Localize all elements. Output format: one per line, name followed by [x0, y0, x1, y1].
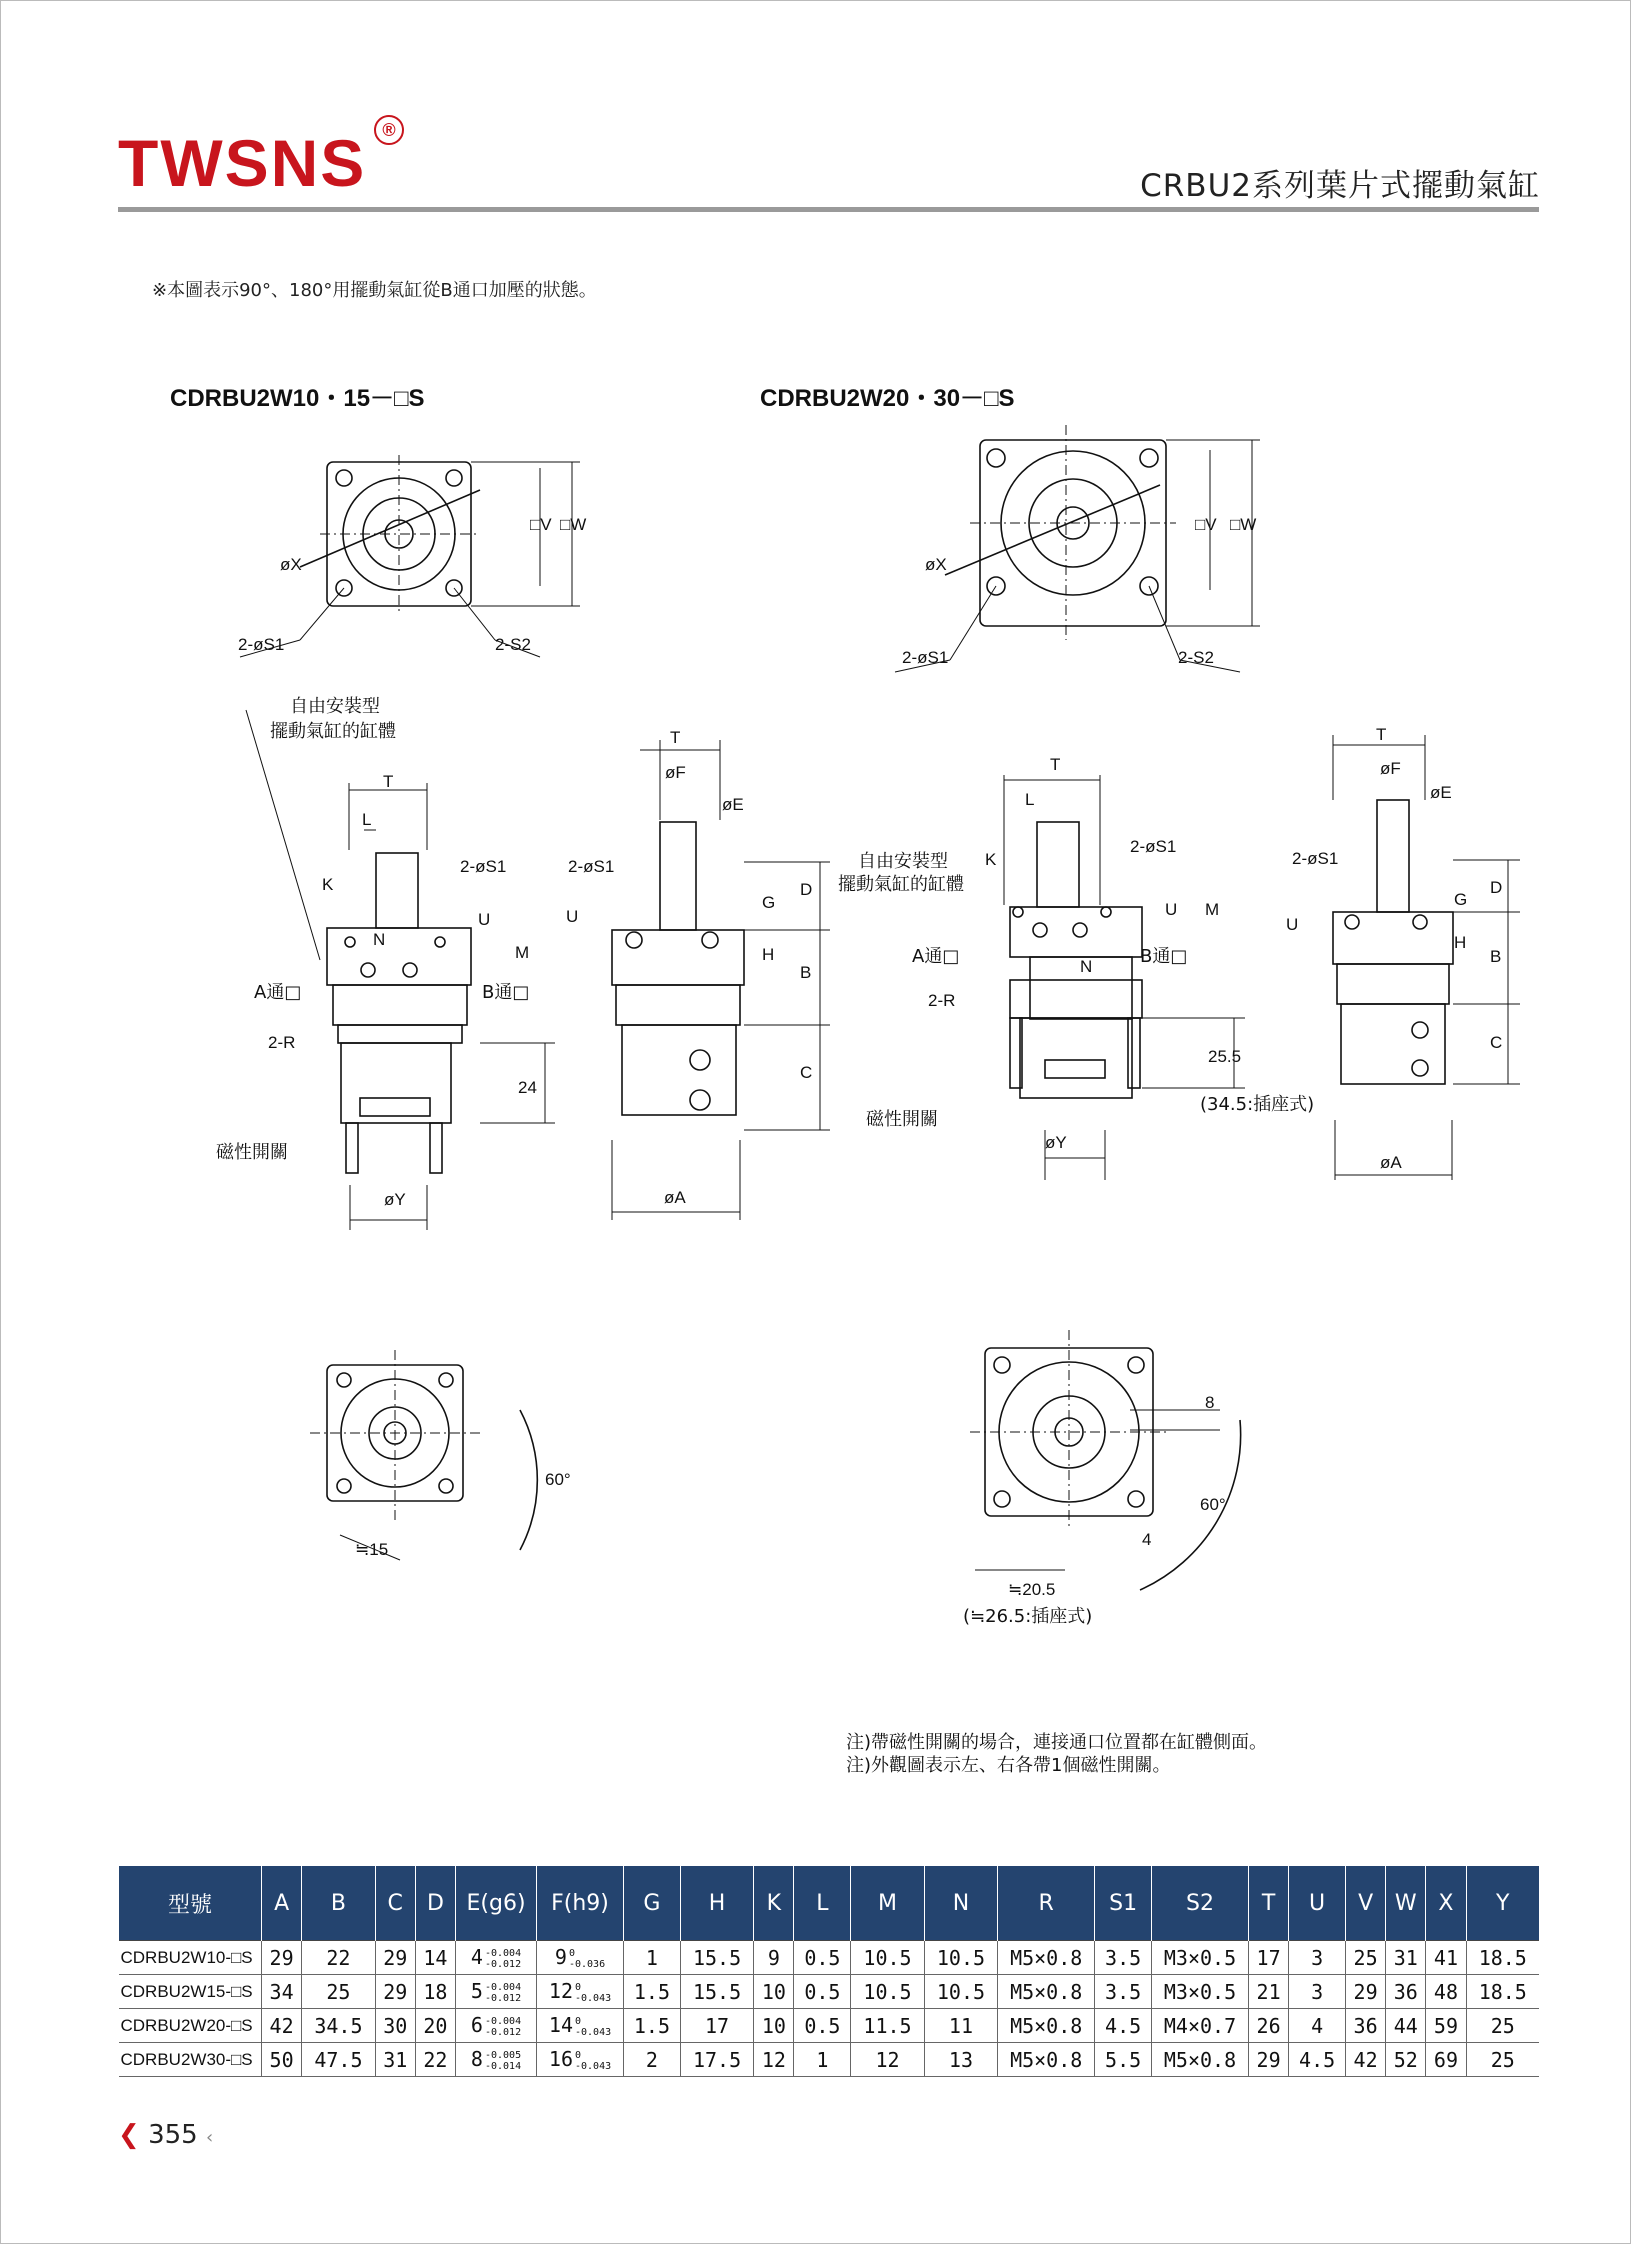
- label-u-left: U: [478, 910, 491, 929]
- model-label-right: CDRBU2W20・30－□S: [760, 385, 1015, 412]
- table-cell-b: 47.5: [302, 2043, 375, 2077]
- table-cell-v: 42: [1346, 2043, 1386, 2077]
- label-phi-x-right: øX: [925, 555, 947, 574]
- label-s2-right: 2-S2: [1178, 648, 1214, 667]
- table-cell-v: 25: [1346, 1941, 1386, 1975]
- table-cell-f: [537, 2009, 624, 2043]
- tolerance: [575, 2016, 611, 2038]
- table-cell-model: CDRBU2W10-□S: [119, 1941, 262, 1975]
- label-t-side-right: T: [1376, 725, 1387, 744]
- label-free-mount-1-left: 自由安裝型: [290, 696, 380, 717]
- tolerance-upper: 0: [575, 2049, 582, 2061]
- tolerance: [485, 1948, 521, 1970]
- label-phi-y-right: øY: [1045, 1133, 1067, 1152]
- table-cell-t: 17: [1249, 1941, 1289, 1975]
- table-cell-k: 12: [754, 2043, 794, 2077]
- table-cell-m: 11.5: [851, 2009, 924, 2043]
- tolerance: [485, 2016, 521, 2038]
- table-cell-c: 29: [375, 1941, 415, 1975]
- table-cell-w: 36: [1386, 1975, 1426, 2009]
- right-front-view: [1004, 775, 1245, 1180]
- label-n-right: N: [1080, 957, 1093, 976]
- table-cell-t: 26: [1249, 2009, 1289, 2043]
- tolerance-upper: -0.004: [484, 1947, 522, 1959]
- table-cell-s1: 5.5: [1095, 2043, 1152, 2077]
- header-cell: N: [924, 1866, 997, 1941]
- table-row: [119, 2043, 1540, 2077]
- top-note: ※本圖表示90°、180°用擺動氣缸從B通口加壓的狀態。: [152, 280, 597, 301]
- header-cell: Y: [1466, 1866, 1539, 1941]
- tolerance: [485, 1982, 521, 2004]
- header-cell: U: [1289, 1866, 1346, 1941]
- table-cell-t: 29: [1249, 2043, 1289, 2077]
- table-cell-f: [537, 2043, 624, 2077]
- label-h-right: H: [1454, 933, 1467, 952]
- label-u-side-right: U: [1286, 915, 1299, 934]
- table-cell-b: 34.5: [302, 2009, 375, 2043]
- bottom-note-2: 注)外觀圖表示左、右各帶1個磁性開關。: [846, 1755, 1171, 1776]
- label-g-right: G: [1454, 890, 1468, 909]
- table-row: [119, 1975, 1540, 2009]
- table-cell-d: 18: [415, 1975, 455, 2009]
- left-bottom-view: [310, 1350, 537, 1560]
- header-cell: W: [1386, 1866, 1426, 1941]
- label-phi-a-left: øA: [664, 1188, 686, 1207]
- right-bottom-view: [970, 1330, 1241, 1590]
- registered-mark: ®: [374, 115, 404, 145]
- table-cell-n: 11: [924, 2009, 997, 2043]
- table-cell-v: 36: [1346, 2009, 1386, 2043]
- label-c-right: C: [1490, 1033, 1503, 1052]
- tolerance: [575, 2050, 611, 2072]
- label-free-mount-2-left: 擺動氣缸的缸體: [270, 721, 396, 742]
- header-cell: R: [998, 1866, 1095, 1941]
- header-cell: B: [302, 1866, 375, 1941]
- label-w-left: □W: [560, 515, 587, 534]
- spec-table-header: [119, 1866, 1540, 1941]
- table-cell-e: [456, 2043, 537, 2077]
- value-main: 5: [470, 1979, 483, 2004]
- table-cell-r: M5×0.8: [998, 2009, 1095, 2043]
- label-34-5: (34.5:插座式): [1200, 1094, 1315, 1115]
- header-cell: 型號: [119, 1866, 262, 1941]
- tolerance-lower: -0.014: [484, 2060, 522, 2072]
- label-b-right: B: [1490, 947, 1502, 966]
- table-cell-b: 22: [302, 1941, 375, 1975]
- tolerance-upper: -0.004: [484, 2015, 522, 2027]
- tolerance-lower: -0.043: [575, 2026, 612, 2038]
- label-v-right: □V: [1195, 515, 1217, 534]
- label-26-5: (≒26.5:插座式): [963, 1606, 1093, 1627]
- label-60-left: 60°: [545, 1470, 571, 1489]
- table-cell-v: 29: [1346, 1975, 1386, 2009]
- header-cell: S1: [1095, 1866, 1152, 1941]
- table-cell-m: 10.5: [851, 1975, 924, 2009]
- label-t-right: T: [1050, 755, 1061, 774]
- table-cell-w: 44: [1386, 2009, 1426, 2043]
- table-cell-s2: M3×0.5: [1152, 1975, 1249, 2009]
- tolerance-lower: -0.036: [568, 1958, 606, 1970]
- label-25-5: 25.5: [1208, 1047, 1242, 1066]
- table-cell-n: 10.5: [924, 1975, 997, 2009]
- tolerance-lower: -0.012: [484, 1958, 522, 1970]
- header-cell: C: [375, 1866, 415, 1941]
- label-t-left: T: [383, 772, 394, 791]
- table-cell-x: 59: [1426, 2009, 1466, 2043]
- label-r-left: 2-R: [268, 1033, 296, 1052]
- header-cell: G: [624, 1866, 681, 1941]
- label-s1-side-right: 2-øS1: [1292, 849, 1339, 868]
- value-main: 14: [548, 2013, 573, 2038]
- label-m-left: M: [515, 943, 530, 962]
- label-phi-e-left: øE: [722, 795, 744, 814]
- value-main: 4: [470, 1945, 483, 1970]
- label-s2-left: 2-S2: [495, 635, 531, 654]
- label-r-right: 2-R: [928, 991, 956, 1010]
- label-phi-f-left: øF: [665, 763, 686, 782]
- label-t-side-left: T: [670, 728, 681, 747]
- table-cell-r: M5×0.8: [998, 1975, 1095, 2009]
- table-cell-x: 69: [1426, 2043, 1466, 2077]
- table-cell-w: 31: [1386, 1941, 1426, 1975]
- header-cell: A: [262, 1866, 302, 1941]
- table-cell-g: 1: [624, 1941, 681, 1975]
- header-cell: X: [1426, 1866, 1466, 1941]
- header-cell: H: [680, 1866, 753, 1941]
- table-cell-model: CDRBU2W20-□S: [119, 2009, 262, 2043]
- table-cell-c: 31: [375, 2043, 415, 2077]
- label-phi-x-left: øX: [280, 555, 302, 574]
- table-cell-a: 42: [262, 2009, 302, 2043]
- label-24: 24: [518, 1078, 537, 1097]
- table-cell-s1: 3.5: [1095, 1975, 1152, 2009]
- table-cell-d: 14: [415, 1941, 455, 1975]
- table-cell-d: 20: [415, 2009, 455, 2043]
- header-cell: T: [1249, 1866, 1289, 1941]
- label-60-right: 60°: [1200, 1495, 1226, 1514]
- tolerance-lower: -0.043: [575, 1992, 612, 2004]
- table-cell-w: 52: [1386, 2043, 1426, 2077]
- header-cell: S2: [1152, 1866, 1249, 1941]
- label-s1-left: 2-øS1: [238, 635, 285, 654]
- tolerance-upper: 0: [568, 1947, 575, 1959]
- label-phi-a-right: øA: [1380, 1153, 1402, 1172]
- label-h-left: H: [762, 945, 775, 964]
- label-l-left: L: [362, 810, 372, 829]
- label-u-side-left: U: [566, 907, 579, 926]
- table-cell-f: [537, 1941, 624, 1975]
- table-cell-g: 1.5: [624, 1975, 681, 2009]
- table-cell-s2: M5×0.8: [1152, 2043, 1249, 2077]
- label-k-left: K: [322, 875, 334, 894]
- spec-table-body: [119, 1941, 1540, 2077]
- label-w-right: □W: [1230, 515, 1257, 534]
- tolerance-upper: 0: [575, 1981, 582, 1993]
- table-cell-r: M5×0.8: [998, 1941, 1095, 1975]
- tolerance-lower: -0.012: [484, 2026, 522, 2038]
- label-phi-e-right: øE: [1430, 783, 1452, 802]
- table-cell-x: 41: [1426, 1941, 1466, 1975]
- label-switch-left: 磁性開關: [216, 1142, 288, 1163]
- table-cell-x: 48: [1426, 1975, 1466, 2009]
- value-main: 8: [470, 2047, 483, 2072]
- right-top-view: [895, 425, 1260, 672]
- left-front-view: [246, 710, 555, 1230]
- table-cell-n: 10.5: [924, 1941, 997, 1975]
- value-main: 12: [548, 1979, 573, 2004]
- brand-logo: TWSNS: [118, 126, 367, 200]
- tolerance-upper: -0.005: [484, 2049, 522, 2061]
- table-cell-c: 30: [375, 2009, 415, 2043]
- tolerance: [485, 2050, 521, 2072]
- label-port-b-left: B通□: [482, 982, 530, 1003]
- table-cell-l: 0.5: [794, 2009, 851, 2043]
- tolerance: [575, 1982, 611, 2004]
- table-cell-e: [456, 2009, 537, 2043]
- table-cell-k: 10: [754, 2009, 794, 2043]
- table-cell-u: 4: [1289, 2009, 1346, 2043]
- table-cell-d: 22: [415, 2043, 455, 2077]
- table-cell-model: CDRBU2W30-□S: [119, 2043, 262, 2077]
- left-side-view: [612, 740, 830, 1220]
- table-cell-y: 25: [1466, 2043, 1539, 2077]
- label-s1-side-left: 2-øS1: [568, 857, 615, 876]
- table-row: [119, 2009, 1540, 2043]
- table-cell-h: 17: [680, 2009, 753, 2043]
- table-cell-h: 15.5: [680, 1941, 753, 1975]
- table-cell-model: CDRBU2W15-□S: [119, 1975, 262, 2009]
- label-k-right: K: [985, 850, 997, 869]
- header-cell: D: [415, 1866, 455, 1941]
- table-cell-l: 1: [794, 2043, 851, 2077]
- table-row: [119, 1941, 1540, 1975]
- chevron-small-icon: ‹: [205, 2127, 214, 2148]
- table-cell-h: 17.5: [680, 2043, 753, 2077]
- table-cell-f: [537, 1975, 624, 2009]
- table-cell-y: 18.5: [1466, 1975, 1539, 2009]
- table-cell-u: 3: [1289, 1975, 1346, 2009]
- label-8: 8: [1205, 1393, 1215, 1412]
- tolerance-lower: -0.012: [484, 1992, 522, 2004]
- label-phi-y-left: øY: [384, 1190, 406, 1209]
- header-cell: M: [851, 1866, 924, 1941]
- label-phi-f-right: øF: [1380, 759, 1401, 778]
- table-cell-m: 10.5: [851, 1941, 924, 1975]
- label-s1-front-right: 2-øS1: [1130, 837, 1177, 856]
- model-label-left: CDRBU2W10・15－□S: [170, 385, 425, 412]
- tolerance-upper: 0: [575, 2015, 582, 2027]
- label-free-mount-1-right: 自由安裝型: [858, 851, 948, 872]
- label-port-a-left: A通□: [254, 982, 302, 1003]
- series-title: CRBU2系列葉片式擺動氣缸: [1140, 168, 1540, 204]
- table-cell-k: 9: [754, 1941, 794, 1975]
- header-cell: V: [1346, 1866, 1386, 1941]
- header-cell: K: [754, 1866, 794, 1941]
- label-s1-right: 2-øS1: [902, 648, 949, 667]
- label-u-right: U: [1165, 900, 1178, 919]
- label-d-left: D: [800, 880, 813, 899]
- table-cell-e: [456, 1941, 537, 1975]
- table-cell-c: 29: [375, 1975, 415, 2009]
- label-l-right: L: [1025, 790, 1035, 809]
- page-number: [118, 2120, 213, 2150]
- label-v-left: □V: [530, 515, 552, 534]
- header-cell: E(g6): [456, 1866, 537, 1941]
- value-main: 16: [548, 2047, 573, 2072]
- table-cell-n: 13: [924, 2043, 997, 2077]
- table-cell-s2: M3×0.5: [1152, 1941, 1249, 1975]
- table-cell-l: 0.5: [794, 1975, 851, 2009]
- table-cell-h: 15.5: [680, 1975, 753, 2009]
- label-port-b-right: B通□: [1140, 946, 1188, 967]
- chevron-left-icon: ❮: [118, 2120, 140, 2150]
- label-port-a-right: A通□: [912, 946, 960, 967]
- tolerance: [569, 1948, 605, 1970]
- tolerance-upper: -0.004: [484, 1981, 522, 1993]
- table-cell-s1: 3.5: [1095, 1941, 1152, 1975]
- table-cell-g: 2: [624, 2043, 681, 2077]
- table-cell-m: 12: [851, 2043, 924, 2077]
- label-20-5: ≒20.5: [1008, 1580, 1056, 1599]
- label-c-left: C: [800, 1063, 813, 1082]
- table-cell-u: 3: [1289, 1941, 1346, 1975]
- table-cell-a: 50: [262, 2043, 302, 2077]
- table-cell-t: 21: [1249, 1975, 1289, 2009]
- table-cell-y: 25: [1466, 2009, 1539, 2043]
- table-cell-a: 34: [262, 1975, 302, 2009]
- table-cell-s1: 4.5: [1095, 2009, 1152, 2043]
- value-main: 9: [554, 1945, 567, 1970]
- label-15: ≒15: [355, 1540, 389, 1559]
- table-cell-e: [456, 1975, 537, 2009]
- table-cell-s2: M4×0.7: [1152, 2009, 1249, 2043]
- tolerance-lower: -0.043: [575, 2060, 612, 2072]
- bottom-note-1: 注)帶磁性開關的場合，連接通口位置都在缸體側面。: [846, 1732, 1268, 1753]
- label-s1-front-left: 2-øS1: [460, 857, 507, 876]
- table-cell-l: 0.5: [794, 1941, 851, 1975]
- label-m-right: M: [1205, 900, 1220, 919]
- page-number-value: 355: [148, 2120, 198, 2150]
- table-cell-g: 1.5: [624, 2009, 681, 2043]
- label-b-left: B: [800, 963, 812, 982]
- label-4: 4: [1142, 1530, 1152, 1549]
- label-d-right: D: [1490, 878, 1503, 897]
- table-cell-u: 4.5: [1289, 2043, 1346, 2077]
- label-n-left: N: [373, 930, 386, 949]
- label-switch-right: 磁性開關: [866, 1109, 938, 1130]
- table-cell-b: 25: [302, 1975, 375, 2009]
- table-cell-r: M5×0.8: [998, 2043, 1095, 2077]
- header-cell: L: [794, 1866, 851, 1941]
- header-cell: F(h9): [537, 1866, 624, 1941]
- spec-table: [118, 1866, 1539, 2077]
- table-cell-a: 29: [262, 1941, 302, 1975]
- table-cell-k: 10: [754, 1975, 794, 2009]
- table-cell-y: 18.5: [1466, 1941, 1539, 1975]
- label-g-left: G: [762, 893, 776, 912]
- value-main: 6: [470, 2013, 483, 2038]
- label-free-mount-2-right: 擺動氣缸的缸體: [838, 874, 964, 895]
